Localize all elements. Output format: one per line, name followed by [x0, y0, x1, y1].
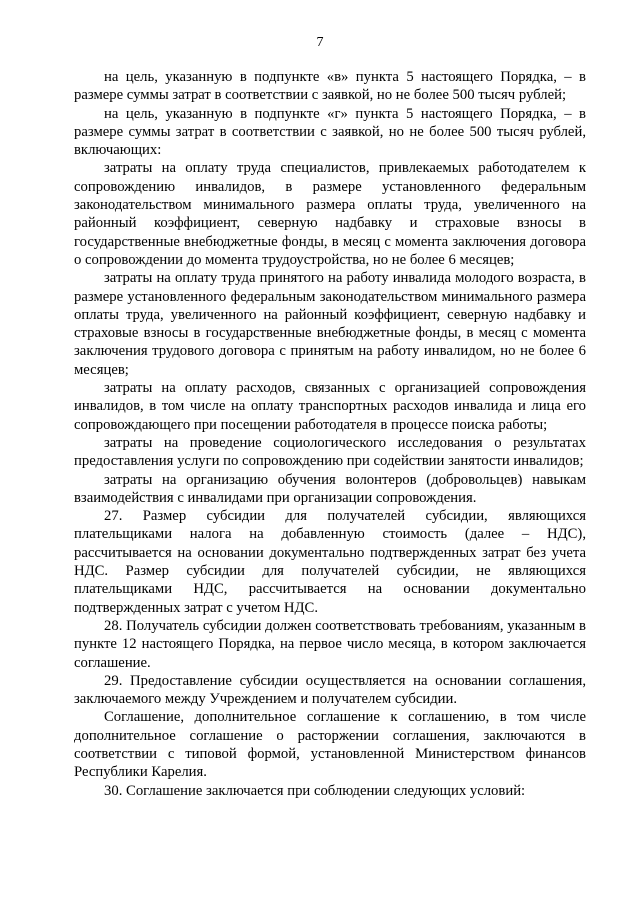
document-body — [74, 68, 586, 800]
paragraph: Соглашение, дополнительное соглашение к соглашению, в том числе дополнительное соглашение о расторжении соглашения, заключаются в соответствии с типовой формой, установленной Министерством финансов Республики Карелия. — [74, 709, 586, 781]
paragraph: затраты на оплату расходов, связанных с организацией сопровождения инвалидов, в том числе на оплату транспортных расходов инвалида и лица его сопровождающего при посещении работодателя в процессе поиска работы; — [74, 380, 586, 433]
paragraph: 28. Получатель субсидии должен соответствовать требованиям, указанным в пункте 12 настоящего Порядка, на первое число месяца, в котором заключается соглашение. — [74, 617, 586, 671]
paragraph: 29. Предоставление субсидии осуществляется на основании соглашения, заключаемого между Учреждением и получателем субсидии. — [74, 672, 586, 708]
paragraph: 27. Размер субсидии для получателей субсидии, являющихся плательщиками налога на добавленную стоимость (далее – НДС), рассчитывается на основании документально подтвержденных затрат без учета НДС. Размер субсидии для получателей субсидии, не являющихся плательщиками НДС, рассчитывается на основании документально подтвержденных затрат с учетом НДС. — [74, 508, 586, 616]
paragraph: на цель, указанную в подпункте «в» пункта 5 настоящего Порядка, – в размере суммы затрат в соответствии с заявкой, но не более 500 тысяч рублей; — [74, 69, 586, 104]
paragraph: затраты на оплату труда специалистов, привлекаемых работодателем к сопровождению инвалидов, в размере установленного федеральным законодательством минимального размера оплаты труда, увеличенного на районный коэффициент, северную надбавку и страховые взносы в государственные внебюджетные фонды, в месяц с момента заключения договора о сопровождении до момента трудоустройства, но не более 6 месяцев; — [74, 160, 586, 268]
paragraph: затраты на оплату труда принятого на работу инвалида молодого возраста, в размере установленного федеральным законодательством минимального размера оплаты труда, увеличенного на районный коэффициент, северную надбавку и страховые взносы в государственные внебюджетные фонды, в месяц с момента заключения трудового договора с принятым на работу инвалидом, но не более 6 месяцев; — [74, 270, 586, 378]
paragraph: 30. Соглашение заключается при соблюдении следующих условий: — [104, 782, 526, 799]
page-number: 7 — [316, 35, 324, 50]
paragraph: затраты на проведение социологического исследования о результатах предоставления услуги по сопровождению при содействии занятости инвалидов; — [74, 434, 586, 470]
paragraph: на цель, указанную в подпункте «г» пункта 5 настоящего Порядка, – в размере суммы затрат в соответствии с заявкой, но не более 500 тысяч рублей, включающих: — [74, 105, 586, 159]
paragraph: затраты на организацию обучения волонтеров (добровольцев) навыкам взаимодействия с инвалидами при организации сопровождения. — [74, 471, 586, 506]
